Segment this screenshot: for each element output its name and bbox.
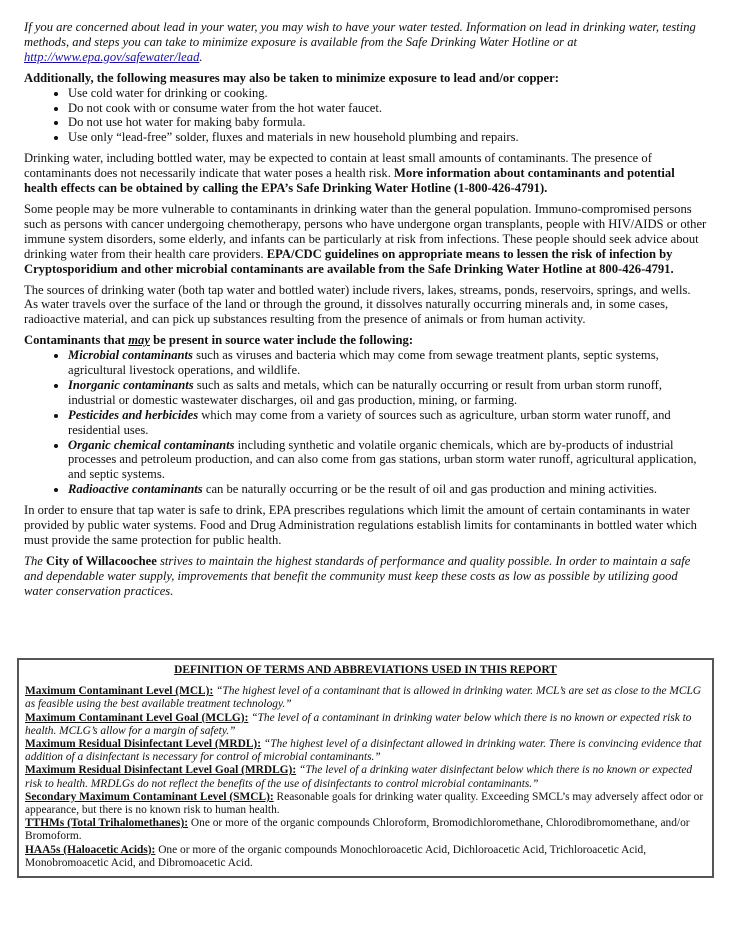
sources-paragraph: The sources of drinking water (both tap water and bottled water) include rivers, lakes, streams, ponds, reservoirs, springs, and wells. As water travels over the surface of the land or through the ground, it dissolves naturally occurring minerals and, in some cases, radioactive material, and can pick up substances resulting from the presence of animals or from human activity. <box>24 282 691 327</box>
definitions-title: DEFINITION OF TERMS AND ABBREVIATIONS USED IN THIS REPORT <box>174 664 557 676</box>
term-definition: “The level of a contaminant in drinking water below which there is no known or expected risk to health. MCLG’s allow for a margin of safety.” <box>25 711 692 737</box>
definition-term <box>25 791 706 817</box>
term-definition: One or more of the organic compounds Chloroform, Bromodichloromethane, Chlorodibromomethane, and/or Bromoform. <box>25 817 690 843</box>
term-name: Maximum Residual Disinfectant Level (MRDL): <box>25 738 262 751</box>
definition-term <box>25 712 706 738</box>
term-definition: “The highest level of a contaminant that is allowed in drinking water. MCL’s are set as close to the MCLG as feasible using the best available treatment technology.” <box>25 685 702 711</box>
vulnerable-text: Some people may be more vulnerable to contaminants in drinking water than the general population. Immuno-compromised persons such as persons with cancer undergoing chemotherapy, persons who have undergone organ transplants, people with HIV/AIDS or other immune system disorders, some elderly, and infants can be particularly at risk from infections. These people should seek advice about drinking water from their health care providers. <box>24 201 707 261</box>
term-definition: “The level of a drinking water disinfectant below which there is no known or expected risk to health. MRDLGs do not reflect the benefits of the use of disinfectants to control microbial contaminants.” <box>25 764 693 790</box>
lead-intro-paragraph <box>24 20 707 65</box>
term-name: Secondary Maximum Contaminant Level (SMCL): <box>25 790 274 803</box>
contaminant-name: Radioactive contaminants <box>68 482 203 497</box>
city-paragraph <box>24 554 707 599</box>
contaminant-name: Pesticides and herbicides <box>68 407 199 422</box>
contaminant-name: Organic chemical contaminants <box>68 437 235 452</box>
contaminant-name: Microbial contaminants <box>68 348 193 363</box>
contaminant-desc: can be naturally occurring or be the result of oil and gas production and mining activities. <box>202 482 657 497</box>
definition-term <box>25 738 706 764</box>
term-name: HAA5s (Haloacetic Acids): <box>25 843 156 856</box>
definition-term <box>25 844 706 870</box>
term-name: Maximum Contaminant Level Goal (MCLG): <box>25 711 249 724</box>
contaminant-desc: such as viruses and bacteria which may come from sewage treatment plants, septic systems, agricultural livestock operations, and wildlife. <box>68 348 659 378</box>
lead-intro-end: . <box>199 49 203 64</box>
list-item: • Use cold water for drinking or cooking. <box>68 86 707 101</box>
city-text: strives to maintain the highest standards of performance and quality possible. In order to maintain a safe and dependable water supply, improvements that benefit the community must keep these costs as low as possible by utilizing good water conservation practices. <box>24 553 691 598</box>
list-item <box>68 482 707 497</box>
term-name: Maximum Residual Disinfectant Level Goal (MRDLG): <box>25 764 297 777</box>
list-item: • Do not cook with or consume water from the hot water faucet. <box>68 101 707 116</box>
list-item <box>68 378 707 408</box>
term-name: TTHMs (Total Trihalomethanes): <box>25 817 189 830</box>
list-item <box>68 348 707 378</box>
contaminants-heading <box>24 333 707 348</box>
list-item: • Do not use hot water for making baby formula. <box>68 115 707 130</box>
list-item: • Use only “lead-free” solder, fluxes and materials in new household plumbing and repairs. <box>68 130 707 145</box>
contaminants-heading-pre: Contaminants that <box>24 333 129 348</box>
contaminants-heading-post: be present in source water include the following: <box>149 333 414 348</box>
contaminant-desc: such as salts and metals, which can be naturally occurring or result from urban storm runoff, industrial or domestic wastewater discharges, oil and gas production, mining, or farming. <box>68 377 663 407</box>
term-definition: One or more of the organic compounds Monochloroacetic Acid, Dichloroacetic Acid, Trichloroacetic Acid, Monobromoacetic Acid, and Dibromoacetic Acid. <box>25 843 647 869</box>
epa-cdc-guidelines-bold: EPA/CDC guidelines on appropriate means to lessen the risk of infection by Cryptosporidium and other microbial contaminants are available from the Safe Drinking Water Hotline at 800-426-4791. <box>24 246 674 276</box>
lead-intro-text: If you are concerned about lead in your water, you may wish to have your water tested. Information on lead in drinking water, testing methods, and steps you can take to minimize exposure is available from the Safe Drinking Water Hotline or at <box>24 20 696 49</box>
term-definition: Reasonable goals for drinking water quality. Exceeding SMCL’s may adversely affect odor or appearance, but there is no known risk to human health. <box>25 790 704 817</box>
contaminant-desc: including synthetic and volatile organic chemicals, which are by-products of industrial processes and petroleum production, and can also come from gas stations, urban storm water runoff, agricultural application, and septic systems. <box>68 437 697 482</box>
term-name: Maximum Contaminant Level (MCL): <box>25 685 214 698</box>
contaminant-desc: which may come from a variety of sources such as agriculture, urban storm water runoff, and residential uses. <box>68 407 671 437</box>
contaminant-name: Inorganic contaminants <box>68 377 194 392</box>
city-pre: The <box>24 553 47 568</box>
definitions-box <box>17 658 714 878</box>
term-definition: “The highest level of a disinfectant allowed in drinking water. There is convincing evidence that addition of a disinfectant is necessary for control of microbial contaminants.” <box>25 738 702 764</box>
hotline-info-bold: More information about contaminants and potential health effects can be obtained by calling the EPA’s Safe Drinking Water Hotline (1-800-426-4791). <box>24 166 675 196</box>
regulations-paragraph: In order to ensure that tap water is safe to drink, EPA prescribes regulations which limit the amount of certain contaminants in water provided by public water systems. Food and Drug Administration regulations establish limits for contaminants in bottled water which must provide the same protection for public health. <box>24 503 697 547</box>
epa-lead-link[interactable]: http://www.epa.gov/safewater/lead <box>24 49 200 64</box>
definition-term <box>25 685 706 711</box>
definition-term <box>25 764 706 790</box>
list-item <box>68 438 707 483</box>
lead-measures-heading: Additionally, the following measures may also be taken to minimize exposure to lead and/or copper: <box>24 70 559 85</box>
lead-measures-list <box>24 86 707 146</box>
contaminants-heading-may: may <box>128 333 150 348</box>
vulnerable-paragraph <box>24 202 707 277</box>
bottled-water-text: Drinking water, including bottled water, may be expected to contain at least small amounts of contaminants. The presence of contaminants does not necessarily indicate that water poses a health risk. <box>24 151 652 181</box>
contaminants-list <box>24 348 707 497</box>
definition-term <box>25 817 706 843</box>
bottled-water-paragraph <box>24 151 707 196</box>
city-name: City of Willacoochee <box>46 553 157 568</box>
list-item <box>68 408 707 438</box>
